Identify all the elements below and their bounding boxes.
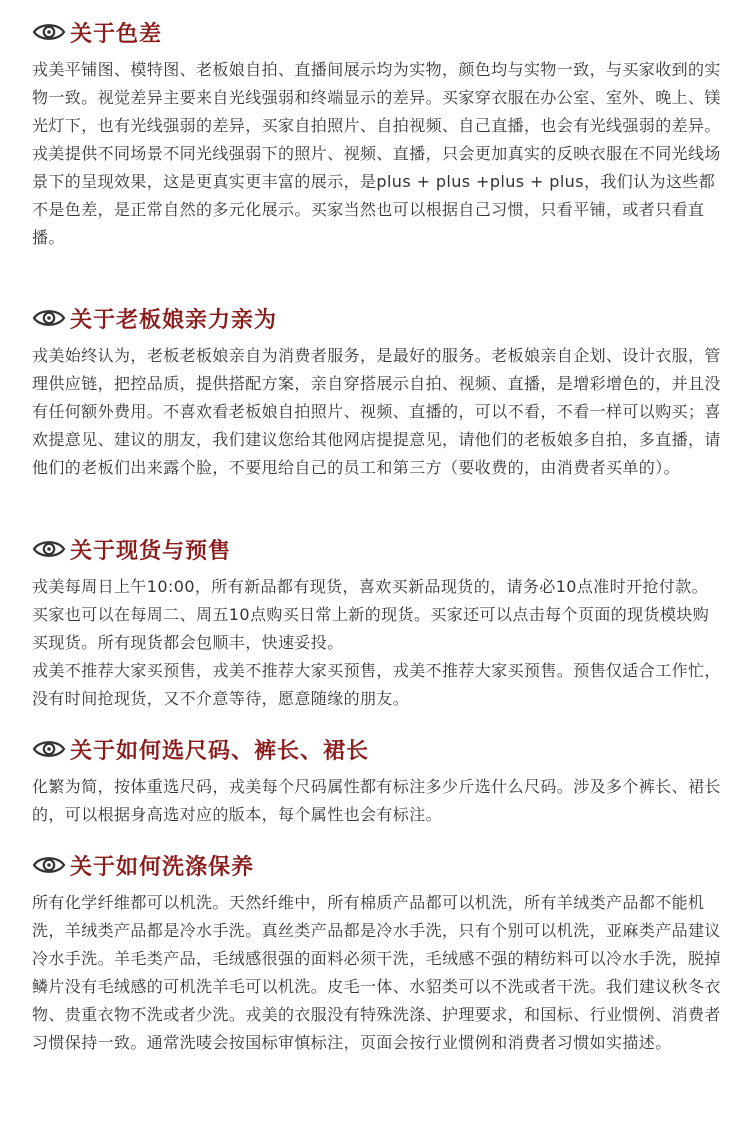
section-title: 关于现货与预售 bbox=[70, 538, 232, 564]
eye-icon bbox=[32, 20, 66, 44]
paragraph: 所有化学纤维都可以机洗。天然纤维中，所有棉质产品都可以机洗，所有羊绒类产品都不能机洗，羊绒类产品都是冷水手洗。真丝类产品都是冷水手洗，只有个别可以机洗，亚麻类产品建议冷水手洗。羊毛类产品，毛绒感很强的面料必须干洗，毛绒感不强的精纺料可以冷水手洗，脱掉鳞片没有毛绒感的可机洗羊毛可以机洗。皮毛一体、水貂类可以不洗或者干洗。我们建议秋冬衣物、贵重衣物不洗或者少洗。戎美的衣服没有特殊洗涤、护理要求，和国标、行业惯例、消费者习惯保持一致。通常洗唛会按国标审慎标注，页面会按行业惯例和消费者习惯如实描述。 bbox=[32, 893, 721, 1052]
section-title: 关于如何选尺码、裤长、裙长 bbox=[70, 738, 370, 764]
paragraph: 化繁为简，按体重选尺码，戎美每个尺码属性都有标注多少斤选什么尺码。涉及多个裤长、裙长的，可以根据身高选对应的版本，每个属性也会有标注。 bbox=[32, 777, 721, 824]
section-body bbox=[32, 773, 722, 829]
section-washing-care bbox=[32, 847, 722, 1057]
paragraph: 戎美每周日上午10:00，所有新品都有现货，喜欢买新品现货的，请务必10点准时开抢付款。买家也可以在每周二、周五10点购买日常上新的现货。买家还可以点击每个页面的现货模块购买现货。所有现货都会包顺丰，快速妥投。 bbox=[32, 577, 710, 652]
section-heading bbox=[32, 731, 722, 767]
section-heading bbox=[32, 300, 722, 336]
eye-icon bbox=[32, 537, 66, 561]
section-color-difference bbox=[32, 14, 722, 252]
section-body bbox=[32, 889, 722, 1057]
section-body bbox=[32, 573, 722, 713]
section-heading bbox=[32, 531, 722, 567]
section-stock-and-presale bbox=[32, 531, 722, 713]
section-title: 关于如何洗涤保养 bbox=[70, 854, 255, 880]
section-heading bbox=[32, 14, 722, 50]
section-size-selection bbox=[32, 731, 722, 829]
section-body bbox=[32, 56, 722, 252]
section-title: 关于老板娘亲力亲为 bbox=[70, 307, 278, 333]
section-body bbox=[32, 342, 722, 482]
section-owner-involvement bbox=[32, 300, 722, 482]
paragraph: 戎美不推荐大家买预售，戎美不推荐大家买预售，戎美不推荐大家买预售。预售仅适合工作忙，没有时间抢现货，又不介意等待，愿意随缘的朋友。 bbox=[32, 661, 721, 708]
section-title: 关于色差 bbox=[70, 21, 163, 47]
section-heading bbox=[32, 847, 722, 883]
paragraph: 戎美始终认为，老板老板娘亲自为消费者服务，是最好的服务。老板娘亲自企划、设计衣服，管理供应链，把控品质，提供搭配方案，亲自穿搭展示自拍、视频、直播，是增彩增色的，并且没有任何额外费用。不喜欢看老板娘自拍照片、视频、直播的，可以不看，不看一样可以购买；喜欢提意见、建议的朋友，我们建议您给其他网店提提意见，请他们的老板娘多自拍，多直播，请他们的老板们出来露个脸，不要甩给自己的员工和第三方（要收费的，由消费者买单的）。 bbox=[32, 346, 721, 477]
eye-icon bbox=[32, 737, 66, 761]
paragraph: 戎美平铺图、模特图、老板娘自拍、直播间展示均为实物，颜色均与实物一致，与买家收到的实物一致。视觉差异主要来自光线强弱和终端显示的差异。买家穿衣服在办公室、室外、晚上、镁光灯下，也有光线强弱的差异，买家自拍照片、自拍视频、自己直播，也会有光线强弱的差异。戎美提供不同场景不同光线强弱下的照片、视频、直播，只会更加真实的反映衣服在不同光线场景下的呈现效果，这是更真实更丰富的展示，是plus + plus +plus + plus，我们认为这些都不是色差，是正常自然的多元化展示。买家当然也可以根据自己习惯，只看平铺，或者只看直播。 bbox=[32, 60, 721, 247]
eye-icon bbox=[32, 306, 66, 330]
eye-icon bbox=[32, 853, 66, 877]
